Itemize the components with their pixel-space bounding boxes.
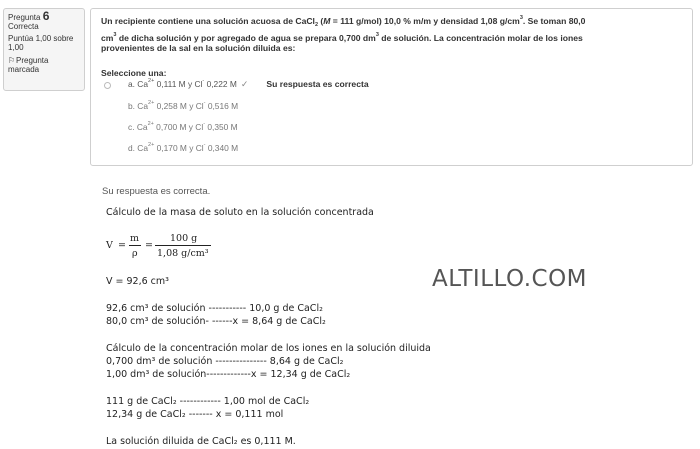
solution-line: 80,0 cm³ de solución- ------x = 8,64 g de CaCl₂ bbox=[106, 316, 326, 327]
watermark-logo: ALTILLO.COM bbox=[432, 266, 588, 292]
question-state: Correcta bbox=[8, 22, 39, 31]
answer-radio[interactable] bbox=[104, 82, 111, 89]
solution-line: 0,700 dm³ de solución --------------- 8,64 g de CaCl₂ bbox=[106, 356, 344, 367]
correct-answer-label: Su respuesta es correcta bbox=[266, 79, 369, 89]
question-text: Un recipiente contiene una solución acuosa de CaCl$_2$ (M = 111 g/mol) 10,0 % m/m y densidad 1,08 $g/cm^3$. Se toman 80,0 $cm^3$ de dicha solución y por agregado de agua se prepara 0,700 $dm^3$ de solución. La concentración molar de los iones provenientes de la sal en la solución diluida es: bbox=[101, 15, 586, 53]
solution-line: 111 g de CaCl₂ ------------ 1,00 mol de CaCl₂ bbox=[106, 396, 310, 407]
checkmark-icon: ✓ bbox=[240, 79, 249, 89]
solution-line: 1,00 dm³ de solución-------------x = 12,34 g de CaCl₂ bbox=[106, 369, 351, 380]
question-info-panel bbox=[3, 8, 85, 91]
solution-line: 12,34 g de CaCl₂ ------- x = 0,111 mol bbox=[106, 409, 284, 420]
solution-line: V = 92,6 cm³ bbox=[106, 276, 169, 287]
solution-line: Cálculo de la masa de soluto en la solución concentrada bbox=[106, 207, 374, 218]
answer-option-c[interactable]: c. $Ca^{2+}$ 0,700 M y Cl- 0,350 M bbox=[128, 121, 238, 132]
answer-option-a[interactable]: a. $Ca^{2+}$ 0,111 M y Cl- 0,222 M ✓ Su respuesta es correcta bbox=[128, 78, 369, 89]
solution-line: 92,6 cm³ de solución ----------- 10,0 g de CaCl₂ bbox=[106, 303, 323, 314]
feedback-title: Su respuesta es correcta. bbox=[102, 186, 211, 197]
solution-line: La solución diluida de CaCl₂ es 0,111 M. bbox=[106, 436, 296, 447]
answer-option-b[interactable]: b. $Ca^{2+}$ 0,258 M y Cl- 0,516 M bbox=[128, 100, 239, 111]
answer-option-d[interactable]: d. $Ca^{2+}$ 0,170 M y Cl- 0,340 M bbox=[128, 142, 239, 153]
flag-icon: ⚐ bbox=[8, 56, 16, 65]
question-number: Pregunta 6 bbox=[8, 9, 50, 23]
select-one-label: Seleccione una: bbox=[101, 68, 167, 78]
question-grade: Puntúa 1,00 sobre 1,00 bbox=[8, 34, 74, 52]
flag-question-toggle[interactable]: ⚐Pregunta marcada bbox=[8, 56, 49, 74]
solution-line: Cálculo de la concentración molar de los iones en la solución diluida bbox=[106, 343, 431, 354]
